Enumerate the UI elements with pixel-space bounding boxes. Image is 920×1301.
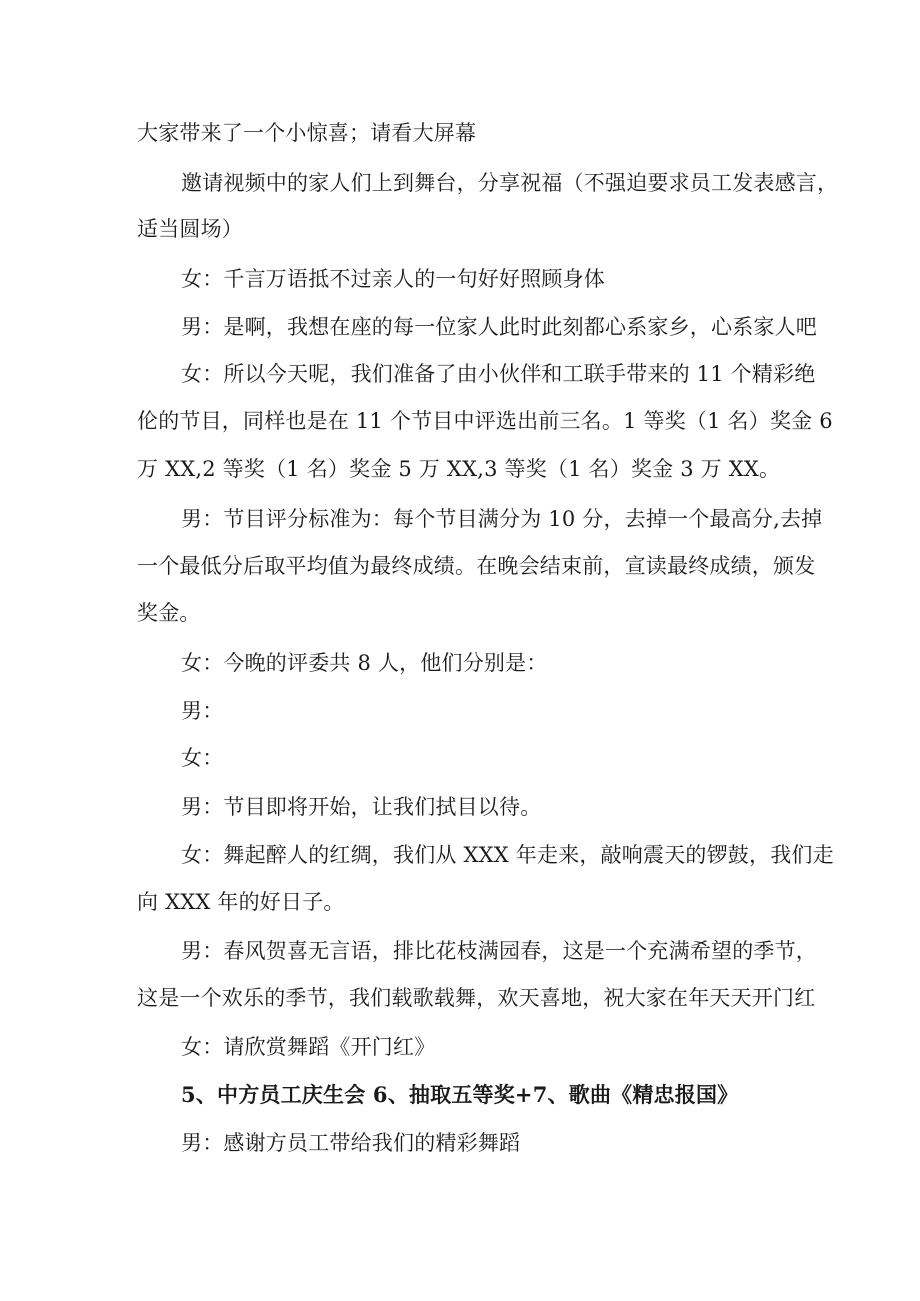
text-line: 适当圆场） [137,217,243,241]
text-line: 女：所以今天呢，我们准备了由小伙伴和工联手带来的 11 个精彩绝 [181,362,816,386]
text-line: 男：是啊，我想在座的每一位家人此时此刻都心系家乡，心系家人吧 [181,315,817,339]
text-line: 邀请视频中的家人们上到舞台，分享祝福（不强迫要求员工发表感言， [181,171,839,195]
text-line: 万 XX,2 等奖（1 名）奖金 5 万 XX,3 等奖（1 名）奖金 3 万 XX。 [137,457,781,481]
text-line: 一个最低分后取平均值为最终成绩。在晚会结束前，宣读最终成绩，颁发 [137,554,816,578]
text-line: 女：舞起醉人的红绸，我们从 XXX 年走来，敲响震天的锣鼓，我们走 [181,843,834,867]
text-line: 女：今晚的评委共 8 人，他们分别是： [181,651,548,675]
text-line: 男：春风贺喜无言语，排比花枝满园春，这是一个充满希望的季节， [181,939,817,963]
text-line: 向 XXX 年的好日子。 [137,890,345,914]
text-line: 男：节目评分标准为：每个节目满分为 10 分，去掉一个最高分,去掉 [181,507,823,531]
text-line: 男：节目即将开始，让我们拭目以待。 [181,795,542,819]
text-line: 女： [181,746,224,770]
text-line: 男： [181,699,224,723]
text-line: 奖金。 [137,601,201,625]
section-heading: 5、中方员工庆生会 6、抽取五等奖+7、歌曲《精忠报国》 [181,1082,739,1107]
text-line: 大家带来了一个小惊喜；请看大屏幕 [137,121,477,145]
text-line: 伦的节目，同样也是在 11 个节目中评选出前三名。1 等奖（1 名）奖金 6 [137,409,833,433]
text-line: 女：千言万语抵不过亲人的一句好好照顾身体 [181,267,605,291]
text-line: 男：感谢方员工带给我们的精彩舞蹈 [181,1131,521,1155]
text-line: 女：请欣赏舞蹈《开门红》 [181,1035,436,1059]
text-line: 这是一个欢乐的季节，我们载歌载舞，欢天喜地，祝大家在年天天开门红 [137,986,816,1010]
